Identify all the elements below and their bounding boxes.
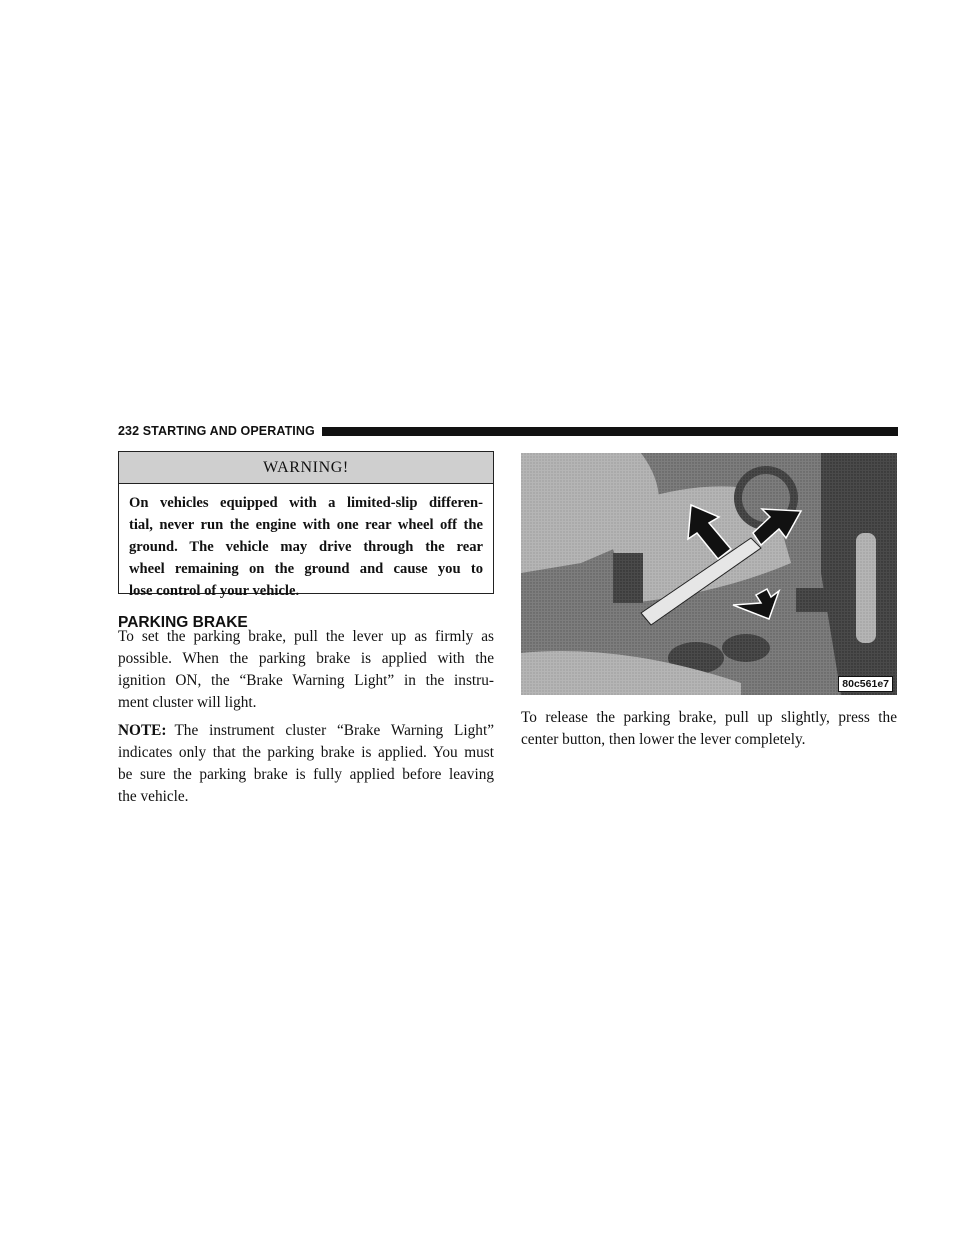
warning-line: lose control of your vehicle. (129, 583, 300, 599)
release-paragraph (521, 707, 897, 751)
warning-line: On vehicles equipped with a limited-slip differen- (129, 495, 483, 511)
paragraph-line: To release the parking brake, pull up slightly, press the (521, 709, 897, 726)
warning-text (129, 492, 483, 602)
paragraph-line: To set the parking brake, pull the lever up as firmly as (118, 628, 494, 645)
paragraph-line: indicates only that the parking brake is applied. You must (118, 744, 494, 761)
page-header (118, 421, 898, 441)
parking-brake-figure (521, 453, 897, 695)
paragraph-line: possible. When the parking brake is applied with the (118, 650, 494, 667)
note-text: The instrument cluster “Brake Warning Light” (174, 722, 494, 739)
page-number-section: 232 STARTING AND OPERATING (118, 424, 315, 438)
paragraph-line (118, 720, 494, 742)
warning-box (118, 451, 494, 599)
note-paragraph (118, 720, 494, 808)
paragraph-line: ment cluster will light. (118, 694, 257, 711)
warning-line: wheel remaining on the ground and cause you to (129, 561, 483, 577)
warning-line: ground. The vehicle may drive through the rear (129, 539, 483, 555)
warning-line: tial, never run the engine with one rear wheel off the (129, 517, 483, 533)
paragraph-line: be sure the parking brake is fully applied before leaving (118, 766, 494, 783)
warning-title: WARNING! (119, 452, 493, 484)
note-label: NOTE: (118, 722, 167, 739)
section-heading: PARKING BRAKE (118, 614, 248, 631)
header-rule (322, 427, 898, 436)
paragraph-line: center button, then lower the lever completely. (521, 731, 806, 748)
paragraph-line: the vehicle. (118, 788, 189, 805)
set-brake-paragraph (118, 626, 494, 714)
paragraph-line: ignition ON, the “Brake Warning Light” in the instru- (118, 672, 494, 689)
figure-label: 80c561e7 (838, 676, 893, 692)
console-illustration (521, 453, 897, 695)
